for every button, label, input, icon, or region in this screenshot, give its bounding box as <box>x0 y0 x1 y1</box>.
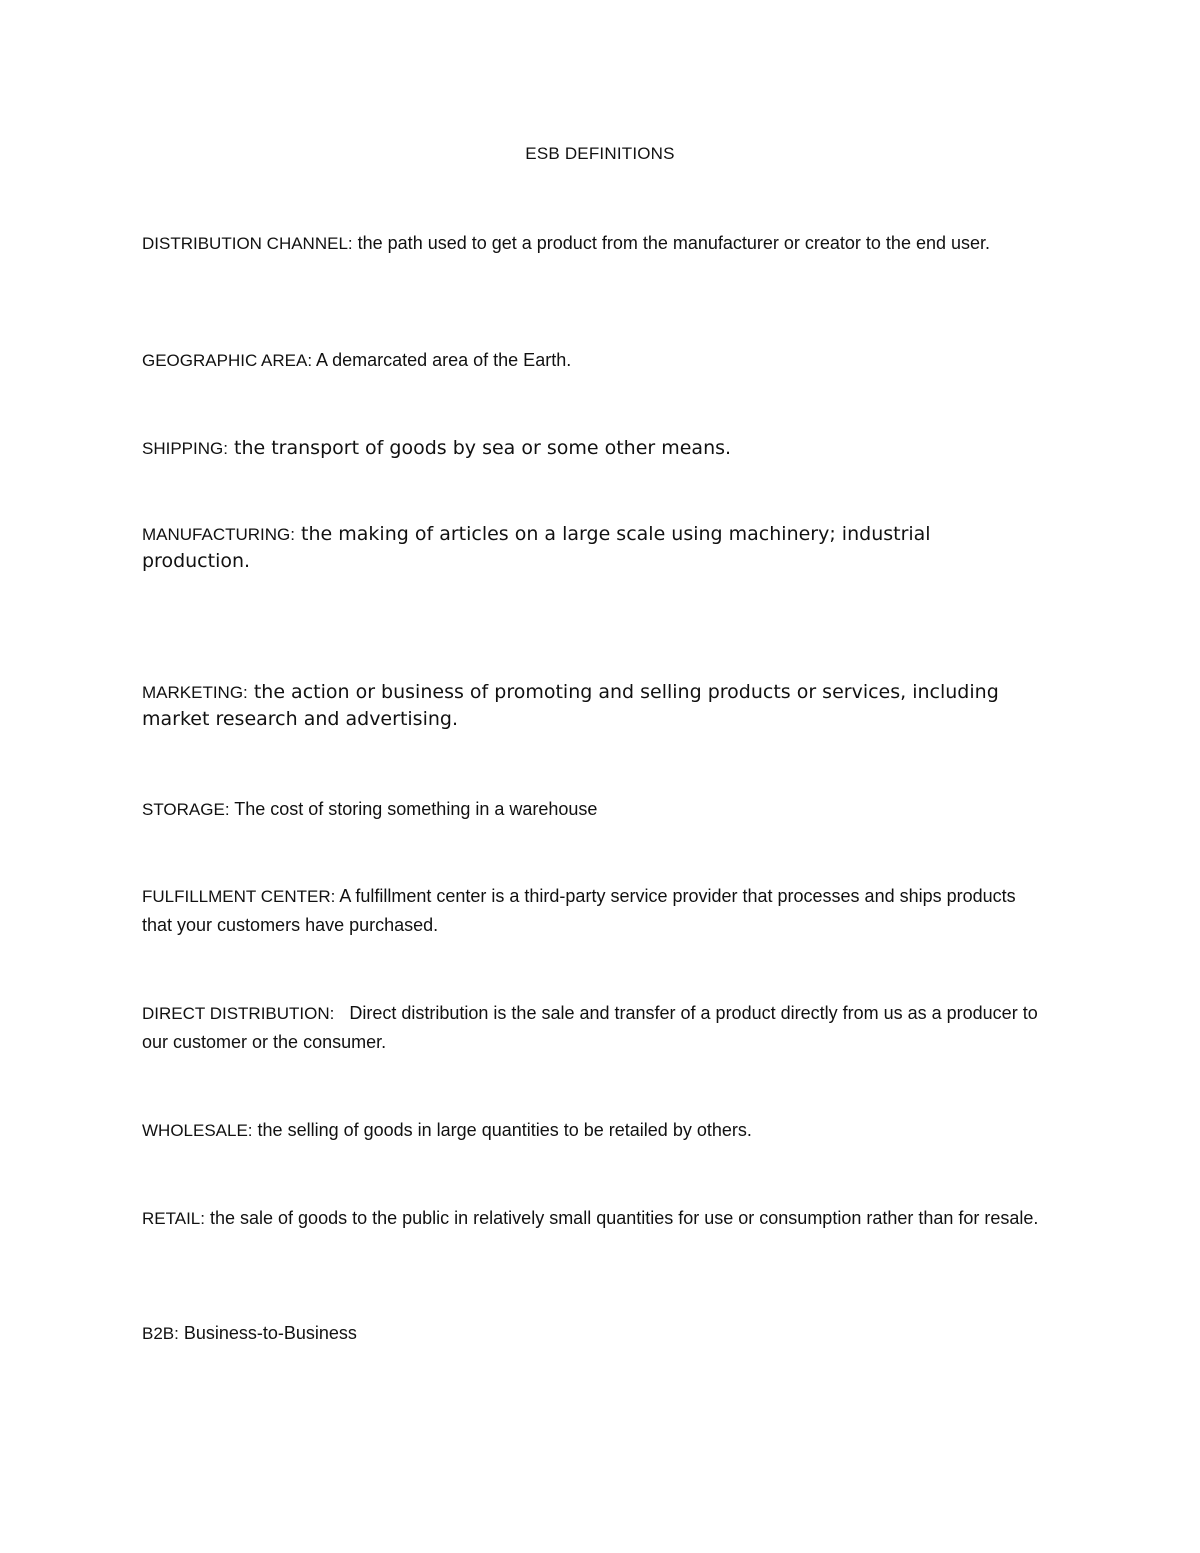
definition-term: STORAGE: <box>142 800 230 819</box>
definition-distribution-channel <box>142 229 1042 258</box>
definition-term: RETAIL: <box>142 1209 205 1228</box>
definition-term: GEOGRAPHIC AREA: <box>142 351 313 370</box>
definition-term: FULFILLMENT CENTER: <box>142 887 336 906</box>
definition-text: A demarcated area of the Earth. <box>312 350 572 370</box>
definition-text: The cost of storing something in a warehouse <box>229 799 598 819</box>
definition-text: the path used to get a product from the manufacturer or creator to the end user. <box>352 233 991 253</box>
definition-text: the making of articles on a large scale using machinery; industrial production. <box>142 523 931 572</box>
definition-term: WHOLESALE: <box>142 1121 253 1140</box>
definition-text: the selling of goods in large quantities to be retailed by others. <box>252 1120 752 1140</box>
definition-direct-distribution <box>142 999 1042 1056</box>
definition-term: DISTRIBUTION CHANNEL: <box>142 234 353 253</box>
definition-text: the transport of goods by sea or some other means. <box>227 437 732 459</box>
definition-storage <box>142 795 1042 824</box>
definition-retail <box>142 1204 1042 1233</box>
definition-term: SHIPPING: <box>142 439 228 458</box>
definition-fulfillment-center <box>142 882 1042 939</box>
definition-shipping <box>142 434 1042 463</box>
definition-text: Direct distribution is the sale and transfer of a product directly from us as a producer to our customer or the consumer. <box>142 1003 1043 1052</box>
definition-term: MANUFACTURING: <box>142 525 295 544</box>
definition-term: MARKETING: <box>142 683 248 702</box>
document-title: ESB DEFINITIONS <box>525 144 675 163</box>
definition-manufacturing <box>142 521 1042 575</box>
definition-term: DIRECT DISTRIBUTION: <box>142 1004 335 1023</box>
definition-text: A fulfillment center is a third-party service provider that processes and ships products that your customers have purchased. <box>142 886 1016 935</box>
definition-b2b <box>142 1319 1042 1348</box>
definition-marketing <box>142 679 1042 733</box>
definition-text: the action or business of promoting and selling products or services, including market research and advertising. <box>142 681 999 730</box>
definition-text: Business-to-Business <box>178 1323 357 1343</box>
definition-text: the sale of goods to the public in relatively small quantities for use or consumption rather than for resale. <box>204 1208 1039 1228</box>
definition-term: B2B: <box>142 1324 179 1343</box>
definition-wholesale <box>142 1116 1042 1145</box>
definition-geographic-area <box>142 346 1042 375</box>
